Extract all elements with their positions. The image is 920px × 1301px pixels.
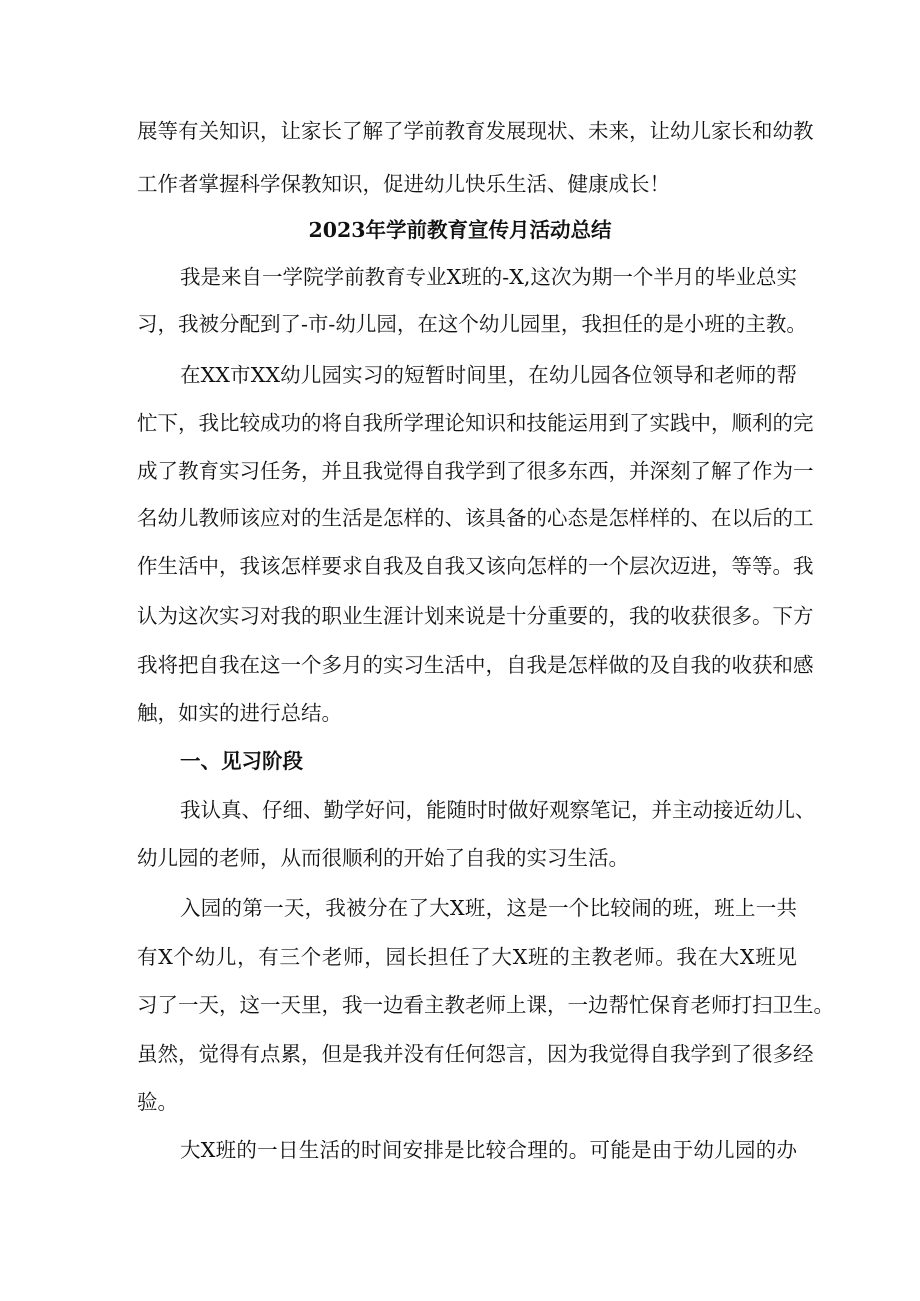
section-paragraph-2-line-5: 验。 — [137, 1090, 178, 1114]
section-paragraph-2-line-4: 虽然，觉得有点累，但是我并没有任何怨言，因为我觉得自我学到了很多经 — [137, 1042, 814, 1066]
paragraph-2-line-5: 作生活中，我该怎样要求自我及自我又该向怎样的一个层次迈进，等等。我 — [137, 554, 814, 578]
section-paragraph-2-line-2: 有X个幼儿，有三个老师，园长担任了大X班的主教老师。我在大X班见 — [137, 945, 797, 969]
intro-line-1: 展等有关知识，让家长了解了学前教育发展现状、未来，让幼儿家长和幼教 — [137, 119, 814, 143]
paragraph-2-line-6: 认为这次实习对我的职业生涯计划来说是十分重要的，我的收获很多。下方 — [137, 604, 814, 628]
section-paragraph-2-line-1: 入园的第一天，我被分在了大X班，这是一个比较闹的班，班上一共 — [180, 896, 797, 920]
paragraph-2-line-2: 忙下，我比较成功的将自我所学理论知识和技能运用到了实践中，顺利的完 — [137, 411, 814, 435]
section-paragraph-2-line-3: 习了一天，这一天里，我一边看主教老师上课，一边帮忙保育老师打扫卫生。 — [137, 993, 834, 1017]
paragraph-2-line-7: 我将把自我在这一个多月的实习生活中，自我是怎样做的及自我的收获和感 — [137, 653, 814, 677]
paragraph-2-line-8: 触，如实的进行总结。 — [137, 701, 342, 725]
paragraph-1-line-2: 习，我被分配到了-市-幼儿园，在这个幼儿园里，我担任的是小班的主教。 — [137, 312, 807, 336]
section-heading: 一、见习阶段 — [180, 749, 303, 773]
section-paragraph-3-line-1: 大X班的一日生活的时间安排是比较合理的。可能是由于幼儿园的办 — [180, 1138, 797, 1162]
paragraph-2-line-3: 成了教育实习任务，并且我觉得自我学到了很多东西，并深刻了解了作为一 — [137, 459, 814, 483]
paragraph-2-line-1: 在XX市XX幼儿园实习的短暂时间里，在幼儿园各位领导和老师的帮 — [180, 363, 797, 387]
document-title: 2023年学前教育宣传月活动总结 — [308, 218, 612, 242]
intro-line-2: 工作者掌握科学保教知识，促进幼儿快乐生活、健康成长！ — [137, 172, 670, 196]
section-paragraph-1-line-2: 幼儿园的老师，从而很顺利的开始了自我的实习生活。 — [137, 846, 629, 870]
section-paragraph-1-line-1: 我认真、仔细、勤学好问，能随时时做好观察笔记，并主动接近幼儿、 — [180, 798, 816, 822]
paragraph-2-line-4: 名幼儿教师该应对的生活是怎样的、该具备的心态是怎样样的、在以后的工 — [137, 506, 814, 530]
paragraph-1-line-1: 我是来自一学院学前教育专业X班的-X,这次为期一个半月的毕业总实 — [180, 265, 797, 289]
